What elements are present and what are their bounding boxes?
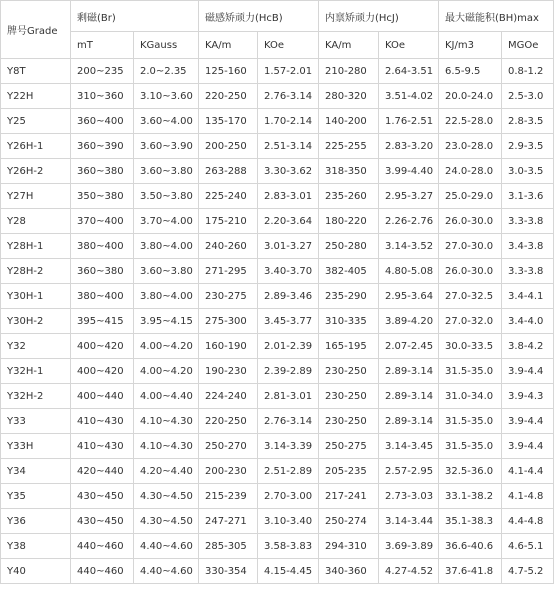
grade-cell: Y27H xyxy=(1,184,71,209)
value-cell: 3.3-3.8 xyxy=(502,259,554,284)
value-cell: 235-290 xyxy=(319,284,379,309)
value-cell: 200~235 xyxy=(71,59,134,84)
value-cell: 1.76-2.51 xyxy=(379,109,439,134)
value-cell: 3.9-4.3 xyxy=(502,384,554,409)
value-cell: 3.89-4.20 xyxy=(379,309,439,334)
value-cell: 400~420 xyxy=(71,359,134,384)
unit-header: KOe xyxy=(258,32,319,59)
value-cell: 160-190 xyxy=(199,334,258,359)
value-cell: 3.95~4.15 xyxy=(134,309,199,334)
value-cell: 3.60~3.80 xyxy=(134,159,199,184)
value-cell: 0.8-1.2 xyxy=(502,59,554,84)
value-cell: 263-288 xyxy=(199,159,258,184)
value-cell: 32.5-36.0 xyxy=(439,459,502,484)
value-cell: 3.10~3.60 xyxy=(134,84,199,109)
table-row xyxy=(1,159,554,184)
value-cell: 2.81-3.01 xyxy=(258,384,319,409)
table-row xyxy=(1,184,554,209)
value-cell: 2.51-2.89 xyxy=(258,459,319,484)
value-cell: 3.9-4.4 xyxy=(502,409,554,434)
table-row xyxy=(1,334,554,359)
value-cell: 215-239 xyxy=(199,484,258,509)
grade-cell: Y40 xyxy=(1,559,71,584)
value-cell: 230-275 xyxy=(199,284,258,309)
grade-cell: Y26H-1 xyxy=(1,134,71,159)
value-cell: 26.0-30.0 xyxy=(439,209,502,234)
value-cell: 3.45-3.77 xyxy=(258,309,319,334)
value-cell: 3.80~4.00 xyxy=(134,284,199,309)
value-cell: 271-295 xyxy=(199,259,258,284)
value-cell: 205-235 xyxy=(319,459,379,484)
table-row xyxy=(1,534,554,559)
grade-cell: Y36 xyxy=(1,509,71,534)
value-cell: 1.70-2.14 xyxy=(258,109,319,134)
table-row xyxy=(1,134,554,159)
value-cell: 31.5-35.0 xyxy=(439,409,502,434)
table-body xyxy=(1,59,554,584)
value-cell: 175-210 xyxy=(199,209,258,234)
value-cell: 220-250 xyxy=(199,84,258,109)
value-cell: 25.0-29.0 xyxy=(439,184,502,209)
value-cell: 250-274 xyxy=(319,509,379,534)
grade-cell: Y35 xyxy=(1,484,71,509)
value-cell: 217-241 xyxy=(319,484,379,509)
table-row xyxy=(1,434,554,459)
bhmax-header: 最大磁能积(BH)max xyxy=(439,1,554,32)
value-cell: 3.60~3.90 xyxy=(134,134,199,159)
value-cell: 400~440 xyxy=(71,384,134,409)
value-cell: 2.51-3.14 xyxy=(258,134,319,159)
value-cell: 3.01-3.27 xyxy=(258,234,319,259)
table-row xyxy=(1,234,554,259)
value-cell: 240-260 xyxy=(199,234,258,259)
value-cell: 3.60~3.80 xyxy=(134,259,199,284)
value-cell: 382-405 xyxy=(319,259,379,284)
value-cell: 3.60~4.00 xyxy=(134,109,199,134)
value-cell: 285-305 xyxy=(199,534,258,559)
value-cell: 1.57-2.01 xyxy=(258,59,319,84)
value-cell: 3.30-3.62 xyxy=(258,159,319,184)
value-cell: 35.1-38.3 xyxy=(439,509,502,534)
value-cell: 400~420 xyxy=(71,334,134,359)
table-row xyxy=(1,209,554,234)
value-cell: 420~440 xyxy=(71,459,134,484)
grade-cell: Y8T xyxy=(1,59,71,84)
value-cell: 3.0-3.5 xyxy=(502,159,554,184)
table-row xyxy=(1,84,554,109)
value-cell: 3.50~3.80 xyxy=(134,184,199,209)
unit-header: KJ/m3 xyxy=(439,32,502,59)
value-cell: 2.39-2.89 xyxy=(258,359,319,384)
grade-cell: Y34 xyxy=(1,459,71,484)
value-cell: 3.8-4.2 xyxy=(502,334,554,359)
value-cell: 430~450 xyxy=(71,484,134,509)
unit-header: MGOe xyxy=(502,32,554,59)
value-cell: 360~390 xyxy=(71,134,134,159)
value-cell: 4.4-4.8 xyxy=(502,509,554,534)
table-row xyxy=(1,259,554,284)
value-cell: 2.95-3.27 xyxy=(379,184,439,209)
grade-cell: Y26H-2 xyxy=(1,159,71,184)
grade-cell: Y30H-2 xyxy=(1,309,71,334)
grade-cell: Y28H-1 xyxy=(1,234,71,259)
grade-cell: Y33H xyxy=(1,434,71,459)
value-cell: 20.0-24.0 xyxy=(439,84,502,109)
value-cell: 4.80-5.08 xyxy=(379,259,439,284)
value-cell: 294-310 xyxy=(319,534,379,559)
table-row xyxy=(1,509,554,534)
value-cell: 3.1-3.6 xyxy=(502,184,554,209)
value-cell: 24.0-28.0 xyxy=(439,159,502,184)
table-row xyxy=(1,384,554,409)
value-cell: 4.40~4.60 xyxy=(134,559,199,584)
grade-cell: Y22H xyxy=(1,84,71,109)
value-cell: 2.73-3.03 xyxy=(379,484,439,509)
table-row xyxy=(1,109,554,134)
hcj-header: 内禀矫顽力(HcJ) xyxy=(319,1,439,32)
value-cell: 3.14-3.39 xyxy=(258,434,319,459)
value-cell: 330-354 xyxy=(199,559,258,584)
value-cell: 2.83-3.20 xyxy=(379,134,439,159)
value-cell: 200-230 xyxy=(199,459,258,484)
value-cell: 4.30~4.50 xyxy=(134,509,199,534)
table-row xyxy=(1,484,554,509)
value-cell: 2.76-3.14 xyxy=(258,84,319,109)
header-unit-row xyxy=(1,32,554,59)
value-cell: 2.07-2.45 xyxy=(379,334,439,359)
value-cell: 220-250 xyxy=(199,409,258,434)
value-cell: 250-280 xyxy=(319,234,379,259)
value-cell: 224-240 xyxy=(199,384,258,409)
value-cell: 4.00~4.20 xyxy=(134,334,199,359)
value-cell: 33.1-38.2 xyxy=(439,484,502,509)
value-cell: 225-240 xyxy=(199,184,258,209)
value-cell: 3.14-3.45 xyxy=(379,434,439,459)
value-cell: 250-270 xyxy=(199,434,258,459)
value-cell: 2.70-3.00 xyxy=(258,484,319,509)
value-cell: 6.5-9.5 xyxy=(439,59,502,84)
table-row xyxy=(1,59,554,84)
hcb-header: 磁感矫顽力(HcB) xyxy=(199,1,319,32)
value-cell: 125-160 xyxy=(199,59,258,84)
value-cell: 2.0~2.35 xyxy=(134,59,199,84)
value-cell: 430~450 xyxy=(71,509,134,534)
value-cell: 3.58-3.83 xyxy=(258,534,319,559)
value-cell: 440~460 xyxy=(71,559,134,584)
value-cell: 22.5-28.0 xyxy=(439,109,502,134)
value-cell: 210-280 xyxy=(319,59,379,84)
grade-cell: Y32 xyxy=(1,334,71,359)
value-cell: 360~380 xyxy=(71,259,134,284)
grade-cell: Y28H-2 xyxy=(1,259,71,284)
value-cell: 3.9-4.4 xyxy=(502,434,554,459)
value-cell: 2.89-3.14 xyxy=(379,359,439,384)
value-cell: 3.4-3.8 xyxy=(502,234,554,259)
grade-cell: Y33 xyxy=(1,409,71,434)
value-cell: 4.6-5.1 xyxy=(502,534,554,559)
grade-cell: Y25 xyxy=(1,109,71,134)
value-cell: 3.51-4.02 xyxy=(379,84,439,109)
value-cell: 4.30~4.50 xyxy=(134,484,199,509)
value-cell: 3.4-4.1 xyxy=(502,284,554,309)
value-cell: 340-360 xyxy=(319,559,379,584)
value-cell: 360~400 xyxy=(71,109,134,134)
table-row xyxy=(1,284,554,309)
grade-cell: Y32H-2 xyxy=(1,384,71,409)
value-cell: 2.26-2.76 xyxy=(379,209,439,234)
value-cell: 2.01-2.39 xyxy=(258,334,319,359)
value-cell: 230-250 xyxy=(319,359,379,384)
value-cell: 23.0-28.0 xyxy=(439,134,502,159)
value-cell: 4.1-4.4 xyxy=(502,459,554,484)
value-cell: 2.9-3.5 xyxy=(502,134,554,159)
value-cell: 250-275 xyxy=(319,434,379,459)
grade-cell: Y30H-1 xyxy=(1,284,71,309)
value-cell: 2.5-3.0 xyxy=(502,84,554,109)
value-cell: 280-320 xyxy=(319,84,379,109)
value-cell: 2.83-3.01 xyxy=(258,184,319,209)
value-cell: 140-200 xyxy=(319,109,379,134)
value-cell: 380~400 xyxy=(71,284,134,309)
value-cell: 4.40~4.60 xyxy=(134,534,199,559)
unit-header: KA/m xyxy=(319,32,379,59)
value-cell: 2.57-2.95 xyxy=(379,459,439,484)
value-cell: 27.0-32.5 xyxy=(439,284,502,309)
value-cell: 4.27-4.52 xyxy=(379,559,439,584)
value-cell: 4.20~4.40 xyxy=(134,459,199,484)
value-cell: 31.0-34.0 xyxy=(439,384,502,409)
value-cell: 410~430 xyxy=(71,409,134,434)
unit-header: KOe xyxy=(379,32,439,59)
value-cell: 4.10~4.30 xyxy=(134,434,199,459)
value-cell: 3.69-3.89 xyxy=(379,534,439,559)
value-cell: 4.00~4.40 xyxy=(134,384,199,409)
value-cell: 275-300 xyxy=(199,309,258,334)
value-cell: 230-250 xyxy=(319,409,379,434)
value-cell: 27.0-30.0 xyxy=(439,234,502,259)
value-cell: 410~430 xyxy=(71,434,134,459)
value-cell: 3.10-3.40 xyxy=(258,509,319,534)
value-cell: 247-271 xyxy=(199,509,258,534)
value-cell: 27.0-32.0 xyxy=(439,309,502,334)
value-cell: 165-195 xyxy=(319,334,379,359)
value-cell: 26.0-30.0 xyxy=(439,259,502,284)
value-cell: 30.0-33.5 xyxy=(439,334,502,359)
value-cell: 225-255 xyxy=(319,134,379,159)
value-cell: 2.89-3.46 xyxy=(258,284,319,309)
value-cell: 380~400 xyxy=(71,234,134,259)
value-cell: 2.95-3.64 xyxy=(379,284,439,309)
value-cell: 2.76-3.14 xyxy=(258,409,319,434)
value-cell: 2.64-3.51 xyxy=(379,59,439,84)
value-cell: 440~460 xyxy=(71,534,134,559)
value-cell: 36.6-40.6 xyxy=(439,534,502,559)
value-cell: 310~360 xyxy=(71,84,134,109)
value-cell: 4.15-4.45 xyxy=(258,559,319,584)
value-cell: 318-350 xyxy=(319,159,379,184)
value-cell: 2.20-3.64 xyxy=(258,209,319,234)
unit-header: KGauss xyxy=(134,32,199,59)
value-cell: 310-335 xyxy=(319,309,379,334)
table-row xyxy=(1,359,554,384)
value-cell: 3.14-3.44 xyxy=(379,509,439,534)
value-cell: 31.5-35.0 xyxy=(439,359,502,384)
value-cell: 190-230 xyxy=(199,359,258,384)
value-cell: 4.00~4.20 xyxy=(134,359,199,384)
value-cell: 2.8-3.5 xyxy=(502,109,554,134)
grade-cell: Y28 xyxy=(1,209,71,234)
value-cell: 200-250 xyxy=(199,134,258,159)
value-cell: 3.99-4.40 xyxy=(379,159,439,184)
value-cell: 37.6-41.8 xyxy=(439,559,502,584)
value-cell: 4.1-4.8 xyxy=(502,484,554,509)
value-cell: 3.70~4.00 xyxy=(134,209,199,234)
value-cell: 31.5-35.0 xyxy=(439,434,502,459)
header-group-row xyxy=(1,1,554,32)
value-cell: 4.10~4.30 xyxy=(134,409,199,434)
value-cell: 3.4-4.0 xyxy=(502,309,554,334)
value-cell: 235-260 xyxy=(319,184,379,209)
unit-header: KA/m xyxy=(199,32,258,59)
value-cell: 2.89-3.14 xyxy=(379,409,439,434)
value-cell: 135-170 xyxy=(199,109,258,134)
value-cell: 3.3-3.8 xyxy=(502,209,554,234)
value-cell: 2.89-3.14 xyxy=(379,384,439,409)
table-row xyxy=(1,309,554,334)
value-cell: 370~400 xyxy=(71,209,134,234)
unit-header: mT xyxy=(71,32,134,59)
grade-cell: Y32H-1 xyxy=(1,359,71,384)
grade-header: 牌号Grade xyxy=(1,1,71,59)
br-header: 剩磁(Br) xyxy=(71,1,199,32)
value-cell: 230-250 xyxy=(319,384,379,409)
value-cell: 3.40-3.70 xyxy=(258,259,319,284)
value-cell: 395~415 xyxy=(71,309,134,334)
value-cell: 3.9-4.4 xyxy=(502,359,554,384)
value-cell: 3.80~4.00 xyxy=(134,234,199,259)
value-cell: 180-220 xyxy=(319,209,379,234)
value-cell: 3.14-3.52 xyxy=(379,234,439,259)
value-cell: 4.7-5.2 xyxy=(502,559,554,584)
table-row xyxy=(1,409,554,434)
grade-cell: Y38 xyxy=(1,534,71,559)
value-cell: 350~380 xyxy=(71,184,134,209)
table-row xyxy=(1,559,554,584)
table-row xyxy=(1,459,554,484)
value-cell: 360~380 xyxy=(71,159,134,184)
